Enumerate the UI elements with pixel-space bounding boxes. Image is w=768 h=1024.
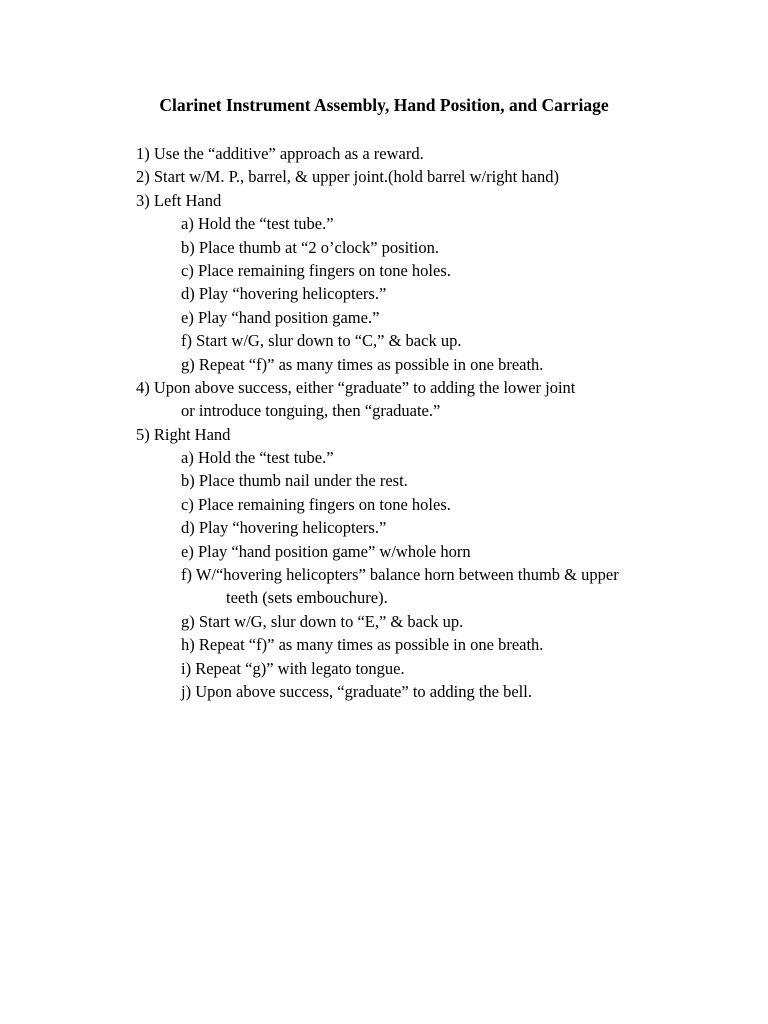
instruction-line: or introduce tonguing, then “graduate.” [181,401,441,421]
instruction-line: 3) Left Hand [136,190,222,210]
instruction-line: j) Upon above success, “graduate” to adding the bell. [181,681,532,701]
instruction-line: f) W/“hovering helicopters” balance horn between thumb & upper [181,565,619,585]
instruction-line: c) Place remaining fingers on tone holes. [181,494,451,514]
instruction-line: b) Place thumb at “2 o’clock” position. [181,237,439,257]
instruction-line: g) Start w/G, slur down to “E,” & back up. [181,611,464,631]
instruction-line: 2) Start w/M. P., barrel, & upper joint.(hold barrel w/right hand) [136,167,559,187]
instruction-line: d) Play “hovering helicopters.” [181,284,387,304]
instruction-line: a) Hold the “test tube.” [181,214,334,234]
instruction-line: d) Play “hovering helicopters.” [181,518,387,538]
instruction-line: i) Repeat “g)” with legato tongue. [181,658,405,678]
instruction-list [0,142,768,703]
instruction-line: c) Place remaining fingers on tone holes. [181,260,451,280]
instruction-line: 1) Use the “additive” approach as a reward. [136,144,424,163]
instruction-line: e) Play “hand position game.” [181,307,380,327]
document-title: Clarinet Instrument Assembly, Hand Position, and Carriage [159,95,609,115]
instruction-line: h) Repeat “f)” as many times as possible in one breath. [181,635,544,655]
instruction-line: g) Repeat “f)” as many times as possible in one breath. [181,354,544,374]
instruction-line: f) Start w/G, slur down to “C,” & back up. [181,331,462,351]
instruction-line: teeth (sets embouchure). [226,588,388,608]
instruction-line: 4) Upon above success, either “graduate” to adding the lower joint [136,377,576,397]
instruction-line: b) Place thumb nail under the rest. [181,471,408,491]
instruction-line: a) Hold the “test tube.” [181,448,334,468]
instruction-line: 5) Right Hand [136,424,231,444]
instruction-line: e) Play “hand position game” w/whole horn [181,541,471,561]
